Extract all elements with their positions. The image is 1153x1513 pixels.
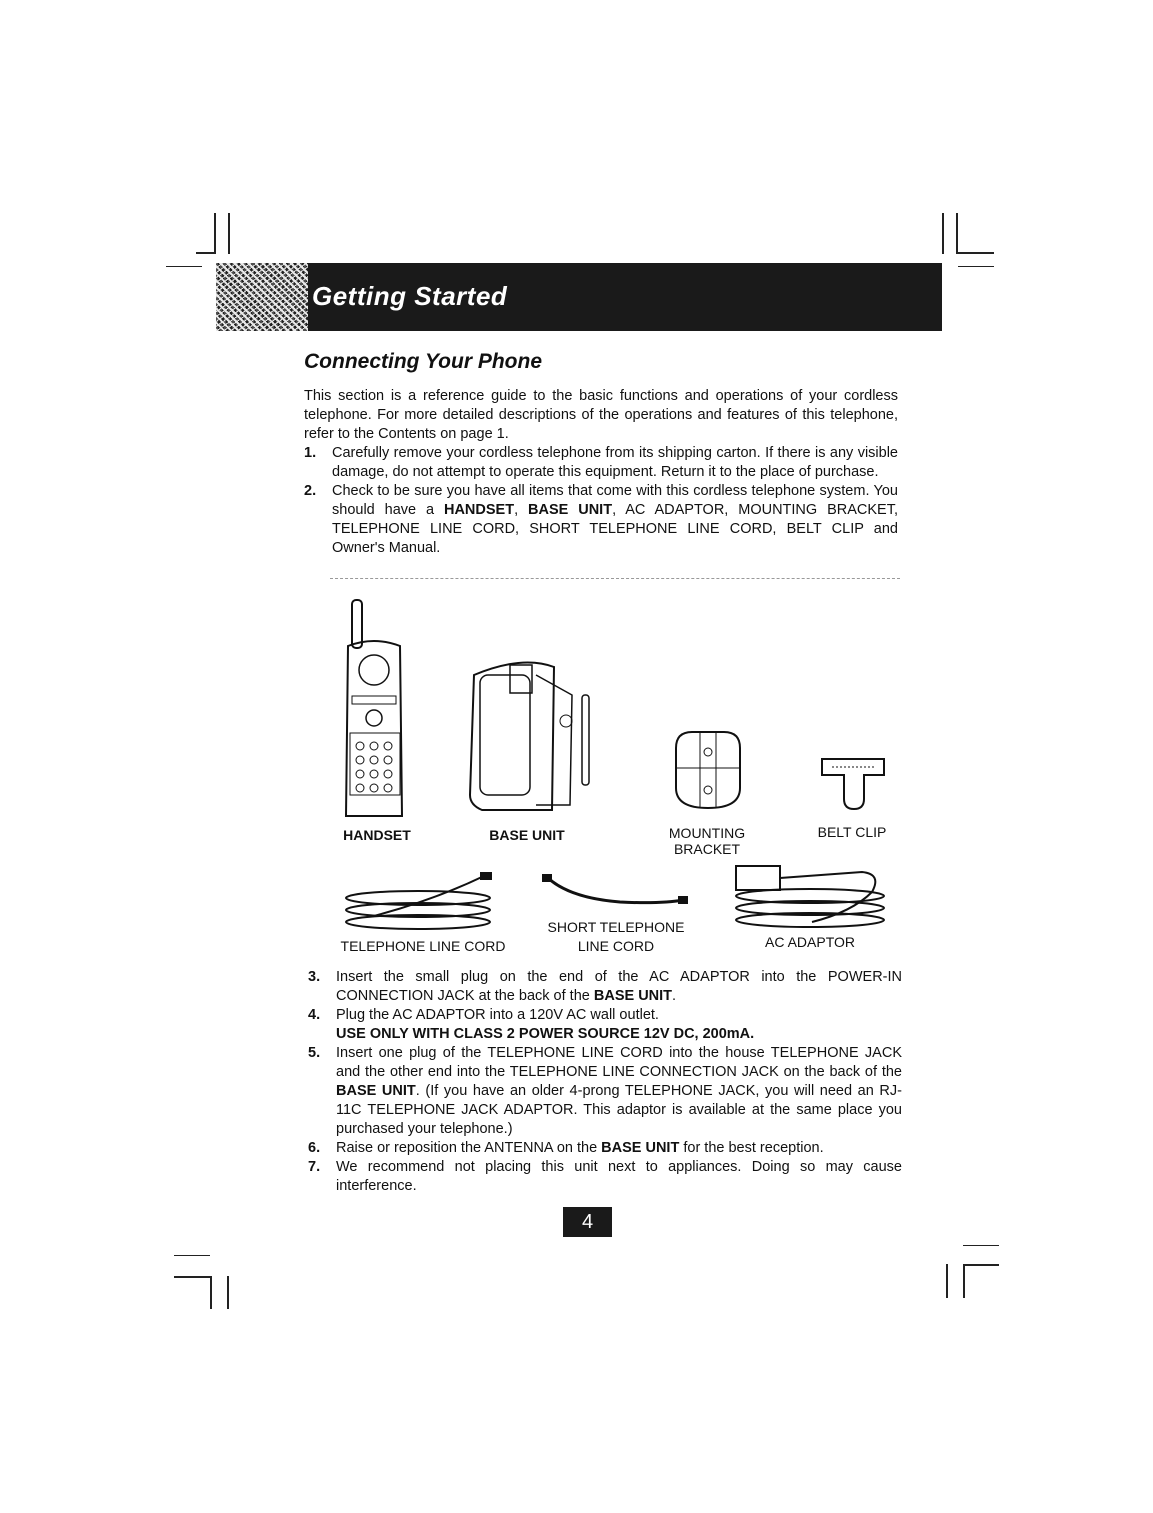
ac-adaptor-illustration	[732, 862, 888, 934]
crop-mark	[942, 213, 944, 254]
belt-clip-illustration	[820, 755, 886, 811]
list-item	[308, 1006, 902, 1044]
list-item	[304, 444, 898, 482]
crop-mark	[963, 1264, 965, 1298]
step-text: Plug the AC ADAPTOR into a 120V AC wall outlet.	[336, 1007, 659, 1023]
step-number: 6.	[308, 1140, 321, 1156]
caption-base-unit: BASE UNIT	[489, 827, 565, 843]
step-text: Insert the small plug on the end of the AC ADAPTOR into the POWER-IN CONNECTION JACK at the back of the	[336, 969, 902, 1004]
crop-mark	[946, 1264, 948, 1298]
divider	[330, 578, 900, 579]
list-item	[308, 968, 902, 1006]
caption-belt-clip: BELT CLIP	[817, 824, 887, 840]
step-number: 4.	[308, 1007, 321, 1023]
crop-mark	[227, 1276, 229, 1309]
base-unit-illustration	[462, 655, 602, 815]
step-number: 5.	[308, 1045, 321, 1061]
list-item	[304, 482, 898, 558]
step-bold-text: BASE UNIT	[593, 988, 673, 1004]
caption-telephone-line-cord: TELEPHONE LINE CORD	[340, 938, 506, 954]
step-text: .	[672, 988, 677, 1004]
crop-mark	[956, 213, 958, 254]
step-text: Check to be sure you have all items that come with this cordless telephone system. You should have a	[332, 483, 898, 518]
banner-texture	[216, 263, 308, 331]
caption-ac-adaptor: AC ADAPTOR	[765, 934, 855, 950]
step-bold-text: BASE UNIT	[601, 1140, 680, 1156]
step-text: Raise or reposition the ANTENNA on the	[336, 1140, 602, 1156]
mounting-bracket-illustration	[672, 728, 744, 812]
crop-mark	[963, 1245, 999, 1246]
crop-mark	[963, 1264, 999, 1266]
step-text: ,	[514, 502, 529, 518]
caption-mounting-bracket: MOUNTING BRACKET	[668, 825, 746, 857]
list-item	[308, 1044, 902, 1139]
crop-mark	[196, 252, 216, 254]
steps-list-bottom	[308, 968, 902, 1196]
page-title: Getting Started	[312, 281, 508, 311]
short-cord-illustration	[540, 872, 690, 912]
crop-mark	[956, 252, 994, 254]
step-bold-text: BASE UNIT	[528, 502, 613, 518]
step-text: We recommend not placing this unit next to appliances. Doing so may cause interference.	[336, 1159, 902, 1194]
step-text: , AC ADAPTOR, MOUNTING BRACKET, TELEPHONE LINE CORD, SHORT TELEPHONE LINE CORD, BELT CLIP and Owner's Manual.	[332, 502, 898, 556]
section-title: Connecting Your Phone	[304, 350, 543, 373]
crop-mark	[166, 266, 202, 267]
crop-mark	[958, 266, 994, 267]
step-text: . (If you have an older 4-prong TELEPHONE JACK, you will need an RJ-11C TELEPHONE JACK ADAPTOR. This adaptor is available at the same place you purchased your telephone.)	[336, 1083, 902, 1137]
caption-handset: HANDSET	[343, 827, 411, 843]
step-warning: USE ONLY WITH CLASS 2 POWER SOURCE 12V DC, 200mA.	[336, 1026, 755, 1042]
caption-short-cord	[544, 918, 688, 956]
step-number: 1.	[304, 445, 317, 461]
page-number: 4	[563, 1207, 612, 1237]
list-item	[308, 1158, 902, 1196]
step-bold-text: BASE UNIT	[336, 1083, 416, 1099]
step-text: for the best reception.	[679, 1140, 824, 1156]
header-banner	[216, 263, 942, 331]
step-text: Carefully remove your cordless telephone from its shipping carton. If there is any visible damage, do not attempt to operate this equipment. Return it to the place of purchase.	[332, 445, 898, 480]
steps-list-top	[304, 444, 898, 558]
intro-paragraph: This section is a reference guide to the basic functions and operations of your cordless telephone. For more detailed descriptions of the operations and features of this telephone, refer to the Contents on page 1.	[304, 388, 898, 442]
crop-mark	[228, 213, 230, 254]
crop-mark	[214, 213, 216, 254]
step-number: 7.	[308, 1159, 321, 1175]
handset-illustration	[340, 598, 410, 820]
telephone-line-cord-illustration	[344, 870, 500, 932]
step-number: 2.	[304, 483, 317, 499]
list-item	[308, 1139, 902, 1158]
crop-mark	[174, 1255, 210, 1256]
step-number: 3.	[308, 969, 321, 985]
caption-short-cord-line1: SHORT TELEPHONE	[547, 919, 685, 935]
caption-short-cord-line2: LINE CORD	[577, 938, 655, 954]
step-text: Insert one plug of the TELEPHONE LINE CORD into the house TELEPHONE JACK and the other end into the TELEPHONE LINE CONNECTION JACK on the back of the	[336, 1045, 902, 1080]
step-bold-text: HANDSET	[443, 502, 515, 518]
crop-mark	[210, 1276, 212, 1309]
crop-mark	[174, 1276, 212, 1278]
